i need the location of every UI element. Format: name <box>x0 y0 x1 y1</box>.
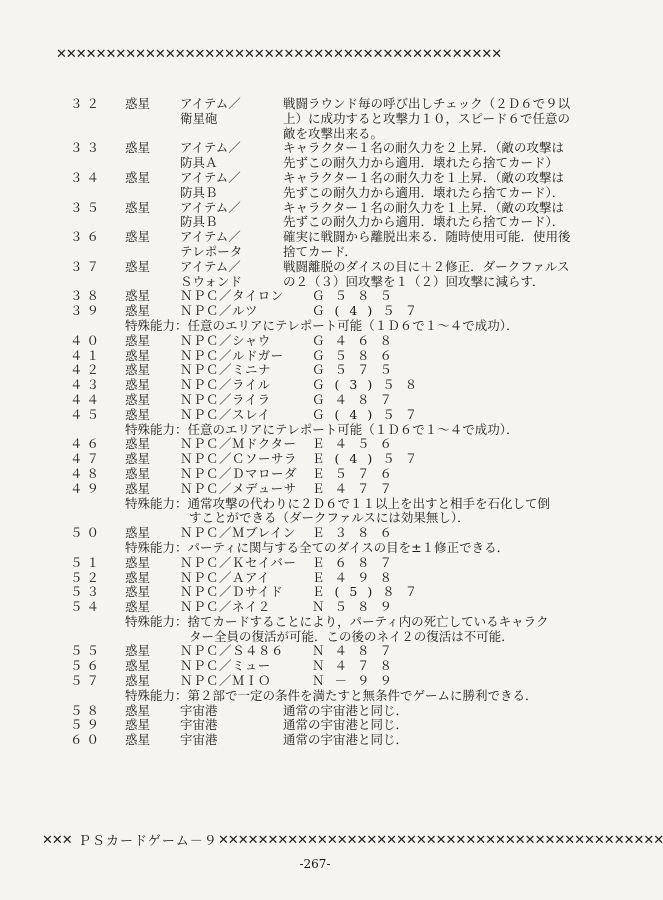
card-number: ４５ <box>70 406 104 422</box>
npc-entry <box>70 378 610 393</box>
npc-entry <box>70 526 610 541</box>
card-category: 惑星 <box>125 717 151 733</box>
card-item-line: アイテム／ <box>180 140 241 156</box>
card-item-line: 衛星砲 <box>180 110 218 126</box>
bottom-left-ornament: ✕✕✕ <box>42 833 72 848</box>
npc-name: ＮＰＣ／スレイ <box>180 406 271 422</box>
card-description <box>283 201 610 231</box>
special-ability-text: 任意のエリアにテレポート可能（１Ｄ６で１～４で成功）． <box>187 317 519 333</box>
npc-stats: Ｅ４５６ <box>312 436 403 452</box>
npc-stats: Ｎ４８７ <box>312 643 403 659</box>
npc-name: ＮＰＣ／ルツ <box>180 303 259 319</box>
npc-name: ＮＰＣ／ＭＩＯ <box>180 673 272 689</box>
card-category: 惑星 <box>125 288 151 304</box>
card-description <box>283 230 610 260</box>
card-description-line: キャラクター１名の耐久力を２上昇．（敵の攻撃は <box>283 140 565 156</box>
card-item-line: Ｓウォンド <box>180 273 243 289</box>
special-ability-text: ター全員の復活が可能．この後のネイ２の復活は不可能． <box>189 628 514 644</box>
npc-entry <box>70 659 610 674</box>
bottom-border-ornament: ✕✕✕✕✕✕✕✕✕✕✕✕✕✕✕✕✕✕✕✕✕✕✕✕✕✕✕✕✕✕✕✕✕✕✕✕✕✕✕✕✕✕✕✕✕ <box>218 833 663 848</box>
special-ability <box>70 689 610 704</box>
card-description-line: 敵を攻撃出来る。 <box>283 125 384 141</box>
footer-title: ＰＳカードゲーム－９ <box>78 834 218 849</box>
card-item-line: アイテム／ <box>180 258 241 274</box>
card-description <box>283 718 610 733</box>
card-description-line: 戦闘離脱のダイスの目に＋２修正．ダークファルス <box>283 258 570 274</box>
card-category: 惑星 <box>125 169 151 185</box>
special-ability-text: 任意のエリアにテレポート可能（１Ｄ６で１～４で成功）． <box>187 421 519 437</box>
npc-stats: Ｅ４７７ <box>312 480 403 496</box>
card-category: 惑星 <box>125 406 151 422</box>
npc-name: ＮＰＣ／ライル <box>180 377 271 393</box>
card-item-line: 防具Ａ <box>180 155 218 171</box>
card-item-line: アイテム／ <box>180 199 241 215</box>
card-number: ５３ <box>70 584 104 600</box>
npc-stats: Ｇ(3)５８ <box>312 377 428 393</box>
card-number: ３２ <box>70 96 104 111</box>
npc-name: ＮＰＣ／ネイ２ <box>180 599 271 615</box>
npc-stats: Ｅ(4)５７ <box>312 451 428 467</box>
card-description <box>283 171 610 201</box>
card-description-line: 捨てカード． <box>283 243 357 259</box>
card-item-line: 宇宙港 <box>180 717 218 733</box>
card-item <box>180 230 280 260</box>
card-number: ６０ <box>70 732 104 748</box>
card-entry <box>70 97 610 141</box>
card-item <box>180 733 280 748</box>
card-number: ４２ <box>70 362 104 378</box>
npc-stats: Ｇ５８６ <box>312 347 403 363</box>
card-number: ３４ <box>70 169 104 185</box>
card-entry <box>70 718 610 733</box>
npc-stats: Ｎ４７８ <box>312 658 403 674</box>
npc-entry <box>70 585 610 600</box>
card-number: ３６ <box>70 229 104 245</box>
npc-name: ＮＰＣ／ミュー <box>180 658 271 674</box>
card-number: ５２ <box>70 569 104 585</box>
card-category: 惑星 <box>125 554 151 570</box>
card-category: 惑星 <box>125 96 151 111</box>
card-description-line: 通常の宇宙港と同じ． <box>283 702 409 718</box>
card-description-line: 先ずこの耐久力から適用．壊れたら捨てカード）． <box>283 184 565 200</box>
npc-name: ＮＰＣ／ルドガー <box>180 347 284 363</box>
card-number: ５０ <box>70 525 104 541</box>
card-item-line: 防具Ｂ <box>180 184 218 200</box>
npc-entry <box>70 393 610 408</box>
card-category: 惑星 <box>125 465 151 481</box>
card-entry <box>70 141 610 171</box>
special-ability-label: 特殊能力： <box>125 613 188 629</box>
special-ability <box>70 541 610 556</box>
top-border-ornament: ✕✕✕✕✕✕✕✕✕✕✕✕✕✕✕✕✕✕✕✕✕✕✕✕✕✕✕✕✕✕✕✕✕✕✕✕✕✕✕✕✕✕✕✕✕ <box>56 47 502 62</box>
card-number: ３７ <box>70 258 104 274</box>
card-description-line: キャラクター１名の耐久力を１上昇．（敵の攻撃は <box>283 169 565 185</box>
npc-entry <box>70 644 610 659</box>
card-category: 惑星 <box>125 732 151 748</box>
npc-entry <box>70 467 610 482</box>
card-item-line: テレポータ <box>180 243 243 259</box>
npc-entry <box>70 482 610 497</box>
card-entry <box>70 230 610 260</box>
card-number: ３９ <box>70 303 104 319</box>
special-ability-text: 通常攻撃の代わりに２Ｄ６で１１以上を出すと相手を石化して倒 <box>187 495 551 511</box>
card-category: 惑星 <box>125 584 151 600</box>
card-category: 惑星 <box>125 673 151 689</box>
special-ability <box>70 319 610 334</box>
npc-name: ＮＰＣ／ライラ <box>180 391 271 407</box>
card-item <box>180 260 280 290</box>
card-category: 惑星 <box>125 332 151 348</box>
npc-entry <box>70 334 610 349</box>
card-number: ５７ <box>70 673 104 689</box>
npc-entry <box>70 363 610 378</box>
card-description-line: 通常の宇宙港と同じ． <box>283 717 409 733</box>
npc-stats: Ｅ５７６ <box>312 465 403 481</box>
npc-entry <box>70 452 610 467</box>
card-number: ５８ <box>70 702 104 718</box>
npc-stats: Ｎ－９９ <box>312 673 403 689</box>
card-number: ４０ <box>70 332 104 348</box>
npc-stats: Ｅ３８６ <box>312 525 403 541</box>
card-category: 惑星 <box>125 140 151 156</box>
npc-stats: Ｅ(5)８７ <box>312 584 428 600</box>
card-category: 惑星 <box>125 362 151 378</box>
npc-name: ＮＰＣ／シャウ <box>180 332 271 348</box>
card-category: 惑星 <box>125 702 151 718</box>
card-category: 惑星 <box>125 391 151 407</box>
card-number: ３８ <box>70 288 104 304</box>
card-item-line: アイテム／ <box>180 229 241 245</box>
card-item-line: 宇宙港 <box>180 702 218 718</box>
card-item-line: 防具Ｂ <box>180 214 218 230</box>
card-number: ５６ <box>70 658 104 674</box>
card-category: 惑星 <box>125 303 151 319</box>
special-ability-label: 特殊能力： <box>125 317 188 333</box>
card-category: 惑星 <box>125 569 151 585</box>
npc-name: ＮＰＣ／Ｋセイバー <box>180 554 297 570</box>
special-ability-label: 特殊能力： <box>125 495 188 511</box>
card-description <box>283 260 610 290</box>
card-description-line: の２（３）回攻撃を１（２）回攻撃に減らす． <box>283 273 545 289</box>
card-description-line: 先ずこの耐久力から適用．壊れたら捨てカード）． <box>283 214 565 230</box>
card-number: ４４ <box>70 391 104 407</box>
npc-entry <box>70 289 610 304</box>
card-category: 惑星 <box>125 480 151 496</box>
card-number: ４１ <box>70 347 104 363</box>
npc-name: ＮＰＣ／Ｄサイド <box>180 584 284 600</box>
card-item <box>180 171 280 201</box>
special-ability-text: 捨てカードすることにより，パーティ内の死亡しているキャラク <box>187 613 549 629</box>
card-category: 惑星 <box>125 347 151 363</box>
card-category: 惑星 <box>125 258 151 274</box>
npc-entry <box>70 600 610 615</box>
npc-name: ＮＰＣ／ミニナ <box>180 362 272 378</box>
npc-name: ＮＰＣ／メデューサ <box>180 480 297 496</box>
card-category: 惑星 <box>125 436 151 452</box>
special-ability-label: 特殊能力： <box>125 421 188 437</box>
npc-stats: Ｅ４９８ <box>312 569 403 585</box>
card-entry <box>70 171 610 201</box>
card-number: ４３ <box>70 377 104 393</box>
card-description-line: 戦闘ラウンド毎の呼び出しチェック（２Ｄ６で９以 <box>283 96 571 111</box>
npc-entry <box>70 571 610 586</box>
special-ability <box>70 497 610 527</box>
card-item <box>180 141 280 171</box>
card-item-line: 宇宙港 <box>180 732 218 748</box>
npc-name: ＮＰＣ／Ｍブレイン <box>180 525 296 541</box>
card-category: 惑星 <box>125 377 151 393</box>
card-item <box>180 704 280 719</box>
card-description <box>283 733 610 748</box>
card-entry <box>70 704 610 719</box>
npc-stats: Ｅ６８７ <box>312 554 403 570</box>
npc-stats: Ｇ５８５ <box>312 288 403 304</box>
npc-name: ＮＰＣ／Ｃソーサラ <box>180 451 298 467</box>
special-ability <box>70 615 610 645</box>
card-item-line: アイテム／ <box>180 96 241 111</box>
npc-entry <box>70 349 610 364</box>
npc-stats: Ｇ４８７ <box>312 391 403 407</box>
card-item <box>180 718 280 733</box>
card-category: 惑星 <box>125 229 151 245</box>
npc-entry <box>70 408 610 423</box>
card-category: 惑星 <box>125 643 151 659</box>
npc-entry <box>70 556 610 571</box>
npc-stats: Ｇ(4)５７ <box>312 303 428 319</box>
npc-stats: Ｇ５７５ <box>312 362 403 378</box>
card-description <box>283 704 610 719</box>
npc-name: ＮＰＣ／Ｍドクター <box>180 436 297 452</box>
npc-name: ＮＰＣ／Ｄマローダ <box>180 465 298 481</box>
card-description-line: 上）に成功すると攻撃力１０，スピード６で任意の <box>283 110 571 126</box>
card-category: 惑星 <box>125 658 151 674</box>
special-ability-label: 特殊能力： <box>125 539 188 555</box>
card-category: 惑星 <box>125 599 151 615</box>
card-category: 惑星 <box>125 525 151 541</box>
npc-name: ＮＰＣ／Ｓ４８６ <box>180 643 285 659</box>
special-ability-label: 特殊能力： <box>125 687 188 703</box>
card-description-line: 確実に戦闘から離脱出来る．随時使用可能．使用後 <box>283 229 571 245</box>
card-number: ３５ <box>70 199 104 215</box>
card-description-line: 通常の宇宙港と同じ． <box>283 732 409 748</box>
card-item-line: アイテム／ <box>180 169 241 185</box>
npc-name: ＮＰＣ／Ａアイ <box>180 569 270 585</box>
special-ability <box>70 423 610 438</box>
card-category: 惑星 <box>125 199 151 215</box>
npc-name: ＮＰＣ／タイロン <box>180 288 284 304</box>
card-entry <box>70 733 610 748</box>
npc-stats: Ｎ５８９ <box>312 599 403 615</box>
card-description <box>283 97 610 141</box>
card-number: ５１ <box>70 554 104 570</box>
card-item <box>180 97 280 127</box>
page-number: -267- <box>299 857 331 871</box>
npc-entry <box>70 304 610 319</box>
card-category: 惑星 <box>125 451 151 467</box>
card-list <box>70 97 610 748</box>
npc-entry <box>70 674 610 689</box>
npc-stats: Ｇ(4)５７ <box>312 406 428 422</box>
card-item <box>180 201 280 231</box>
card-number: ４６ <box>70 436 104 452</box>
card-entry <box>70 201 610 231</box>
card-description-line: 先ずこの耐久力から適用．壊れたら捨てカード） <box>283 155 559 171</box>
card-description <box>283 141 610 171</box>
npc-entry <box>70 437 610 452</box>
card-number: ４７ <box>70 451 104 467</box>
special-ability-text: 第２部で一定の条件を満たすと無条件でゲームに勝利できる． <box>187 687 538 703</box>
card-number: ５４ <box>70 599 104 615</box>
special-ability-text: パーティに関与する全てのダイスの目を±１修正できる． <box>187 539 510 555</box>
npc-stats: Ｇ４６８ <box>312 332 403 348</box>
special-ability-text: すことができる（ダークファルスには効果無し）． <box>189 510 470 526</box>
card-description-line: キャラクター１名の耐久力を１上昇．（敵の攻撃は <box>283 199 565 215</box>
card-number: ５９ <box>70 717 104 733</box>
card-number: ３３ <box>70 140 104 156</box>
card-number: ５５ <box>70 643 104 659</box>
card-number: ４９ <box>70 480 104 496</box>
card-number: ４８ <box>70 465 104 481</box>
card-entry <box>70 260 610 290</box>
